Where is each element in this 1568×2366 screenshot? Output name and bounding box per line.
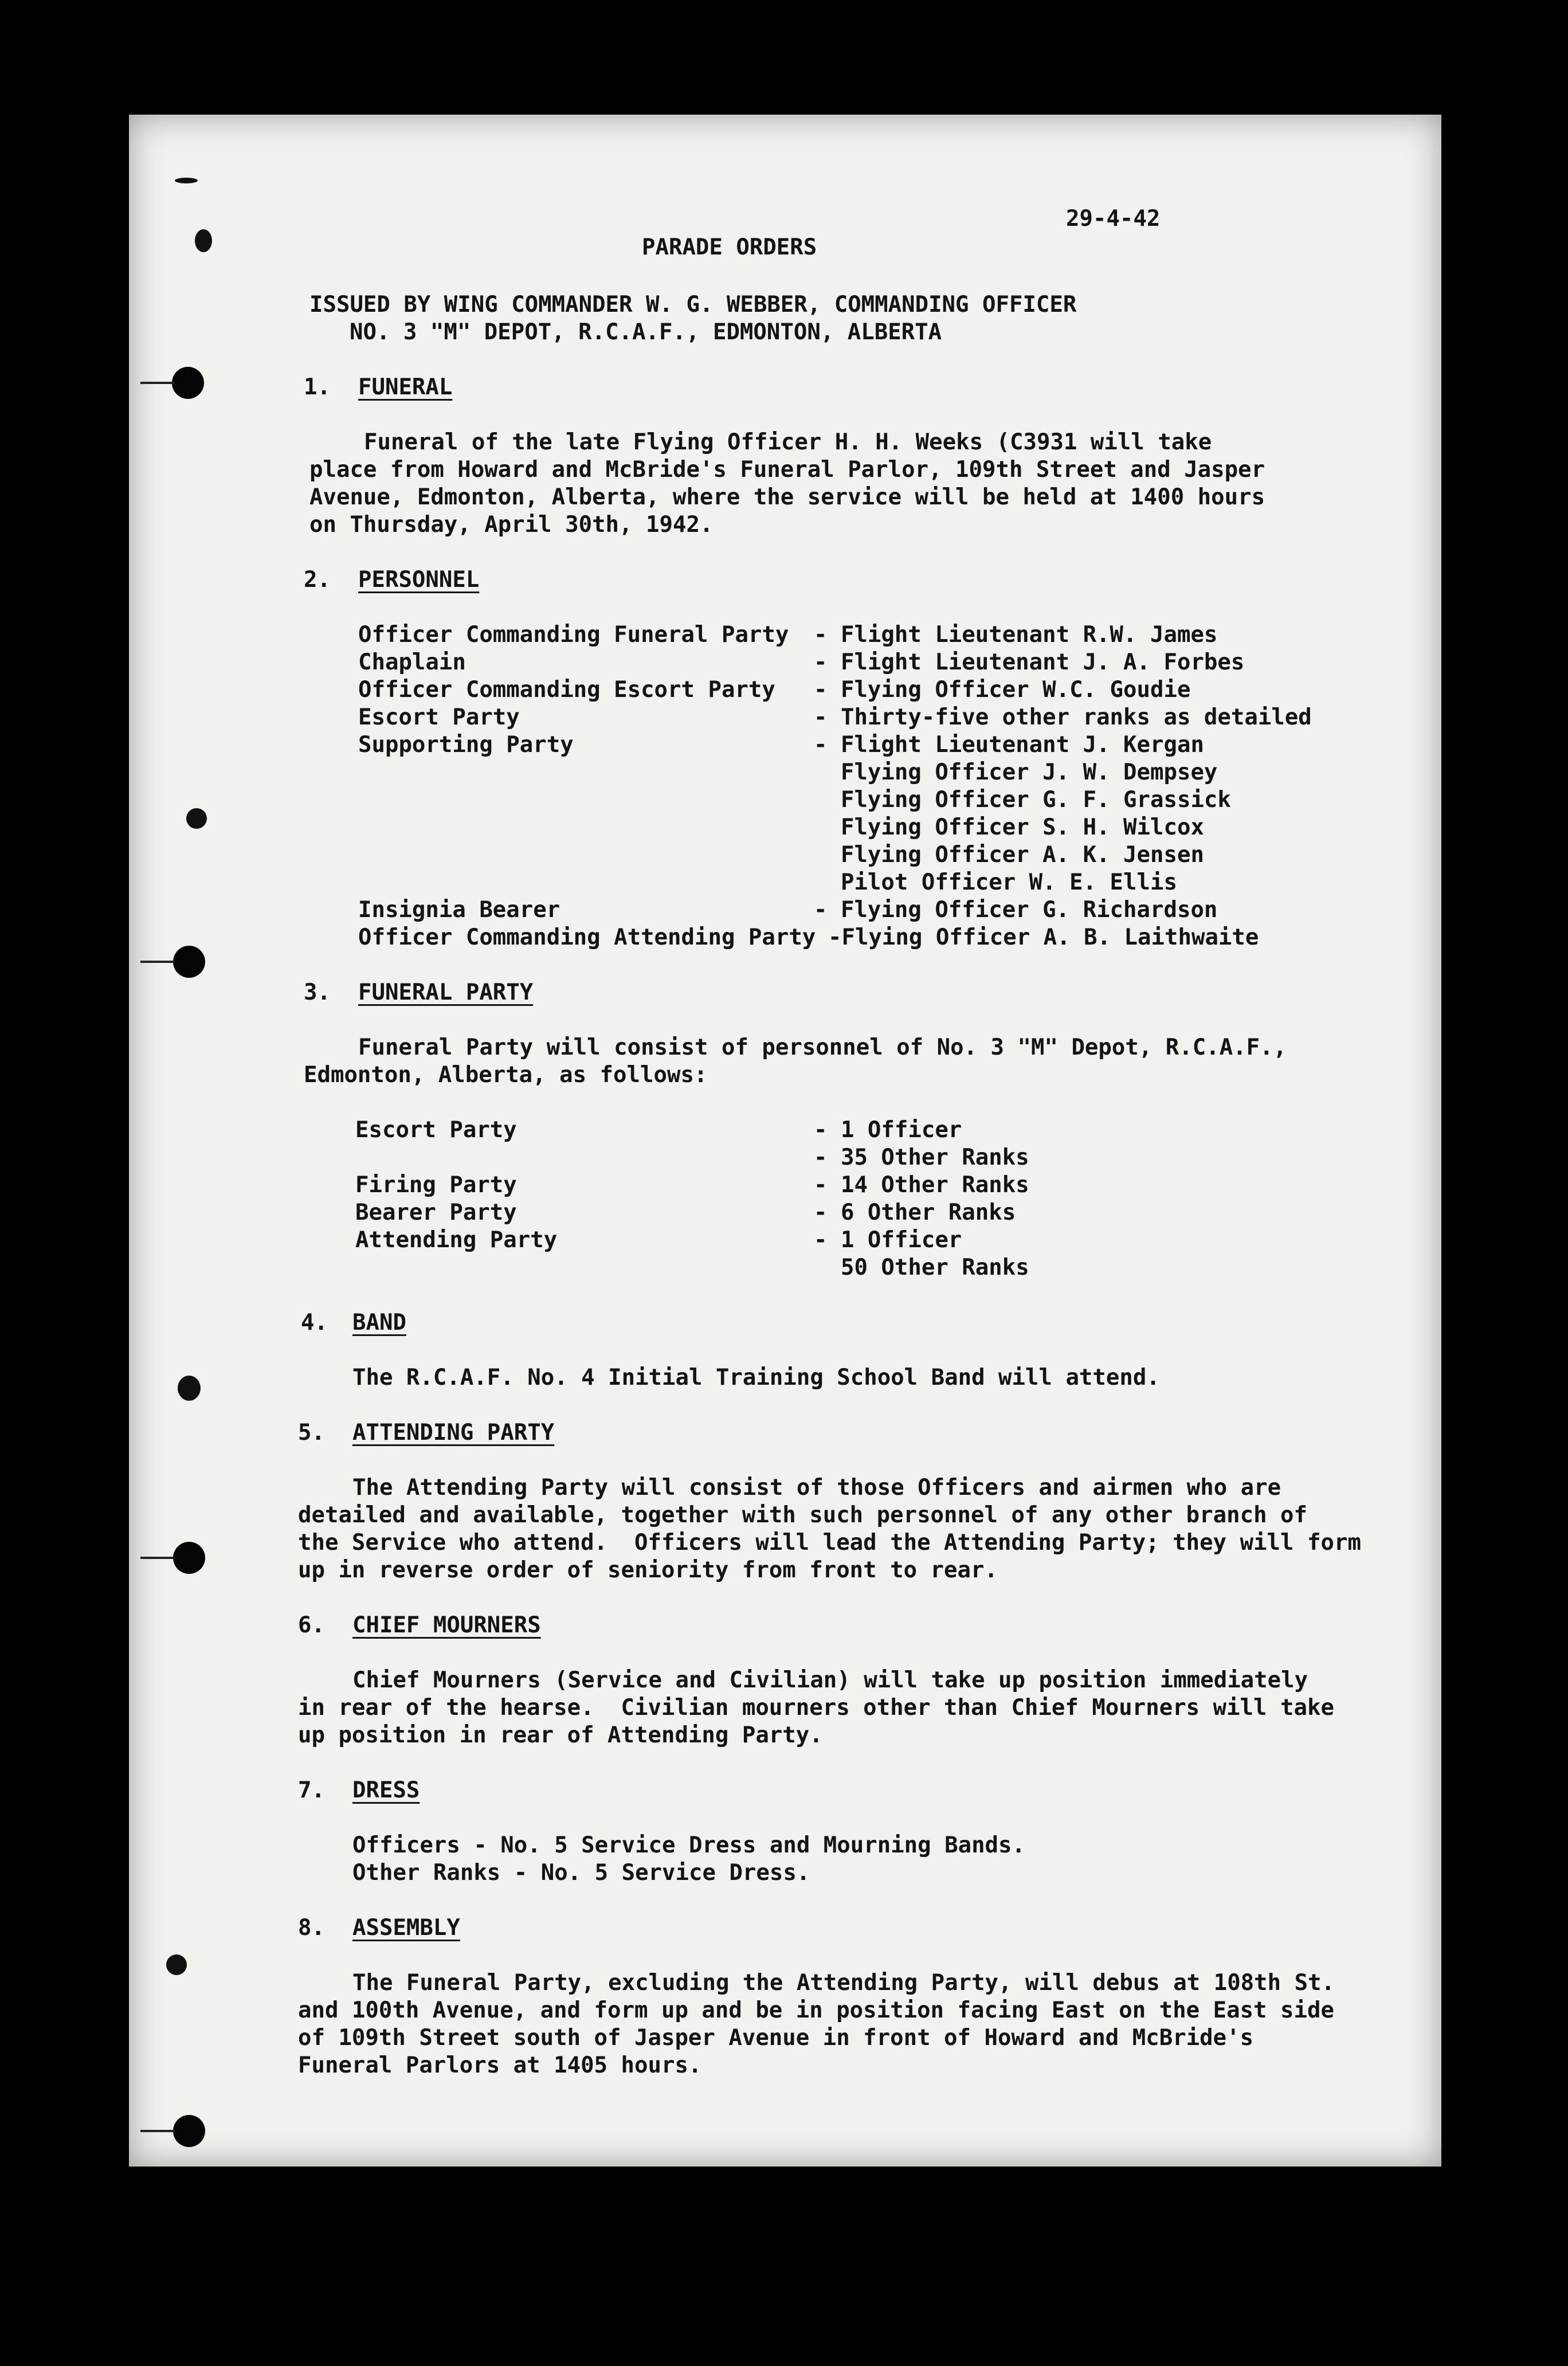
section-number: 3.: [304, 980, 331, 1005]
personnel-role: Officer Commanding Escort Party: [358, 677, 775, 703]
personnel-name: - Flight Lieutenant R.W. James: [814, 622, 1218, 648]
paragraph-line: The R.C.A.F. No. 4 Initial Training School Band will attend.: [352, 1365, 1160, 1390]
personnel-name: - Flying Officer W.C. Goudie: [814, 677, 1191, 703]
section-number: 7.: [298, 1777, 325, 1803]
paragraph-line: the Service who attend. Officers will lead the Attending Party; they will form: [298, 1530, 1361, 1556]
personnel-name: Flying Officer G. F. Grassick: [814, 787, 1231, 813]
party-strength: - 1 Officer: [814, 1227, 962, 1253]
paragraph-line: Officers - No. 5 Service Dress and Mourning Bands.: [352, 1832, 1025, 1858]
document-page: [129, 115, 1441, 2167]
personnel-name: Flying Officer A. K. Jensen: [814, 842, 1204, 868]
paragraph-line: in rear of the hearse. Civilian mourners other than Chief Mourners will take: [298, 1695, 1334, 1721]
paragraph-line: place from Howard and McBride's Funeral Parlor, 109th Street and Jasper: [309, 457, 1265, 483]
personnel-name: Flying Officer J. W. Dempsey: [814, 759, 1218, 785]
paragraph-line: Funeral Party will consist of personnel of No. 3 "M" Depot, R.C.A.F.,: [358, 1035, 1287, 1060]
paragraph-line: and 100th Avenue, and form up and be in position facing East on the East side: [298, 1997, 1334, 2023]
section-heading-assembly: ASSEMBLY: [352, 1915, 460, 1941]
personnel-name: - Flight Lieutenant J. A. Forbes: [814, 649, 1245, 675]
party-name: Attending Party: [355, 1227, 558, 1253]
section-heading-dress: DRESS: [352, 1777, 420, 1803]
paragraph-line: Other Ranks - No. 5 Service Dress.: [352, 1860, 810, 1886]
section-number: 1.: [304, 374, 331, 400]
section-number: 4.: [301, 1310, 328, 1335]
party-strength: 50 Other Ranks: [814, 1255, 1029, 1280]
personnel-name: Flying Officer S. H. Wilcox: [814, 814, 1204, 840]
paragraph-line: detailed and available, together with such personnel of any other branch of: [298, 1502, 1307, 1528]
personnel-name: - Flying Officer G. Richardson: [814, 897, 1218, 923]
paragraph-line: on Thursday, April 30th, 1942.: [309, 512, 714, 538]
section-heading-band: BAND: [352, 1310, 406, 1335]
party-name: Firing Party: [355, 1172, 517, 1198]
paragraph-line: Funeral of the late Flying Officer H. H. Weeks (C3931 will take: [364, 429, 1212, 455]
paragraph-line: The Attending Party will consist of those Officers and airmen who are: [352, 1475, 1281, 1501]
personnel-role: Escort Party: [358, 704, 520, 730]
paragraph-line: The Funeral Party, excluding the Attending Party, will debus at 108th St.: [352, 1970, 1335, 1996]
section-heading-personnel: PERSONNEL: [358, 567, 480, 593]
section-number: 6.: [298, 1612, 325, 1638]
section-heading-funeral: FUNERAL: [358, 374, 453, 400]
personnel-name: Pilot Officer W. E. Ellis: [814, 869, 1177, 895]
section-number: 2.: [304, 567, 331, 593]
issued-by-line-2: NO. 3 "M" DEPOT, R.C.A.F., EDMONTON, ALBERTA: [350, 319, 942, 345]
paragraph-line: Avenue, Edmonton, Alberta, where the service will be held at 1400 hours: [309, 484, 1265, 510]
personnel-name: -Flying Officer A. B. Laithwaite: [828, 925, 1259, 950]
personnel-name: - Thirty-five other ranks as detailed: [814, 704, 1312, 730]
party-strength: - 14 Other Ranks: [814, 1172, 1029, 1198]
party-name: Bearer Party: [355, 1200, 517, 1225]
party-strength: - 35 Other Ranks: [814, 1145, 1029, 1170]
personnel-name: - Flight Lieutenant J. Kergan: [814, 732, 1204, 758]
section-heading-chief-mourners: CHIEF MOURNERS: [352, 1612, 541, 1638]
document-title: PARADE ORDERS: [642, 234, 817, 260]
party-strength: - 6 Other Ranks: [814, 1200, 1016, 1225]
personnel-role: Chaplain: [358, 649, 466, 675]
section-number: 8.: [298, 1915, 325, 1941]
paragraph-line: up in reverse order of seniority from front to rear.: [298, 1557, 998, 1583]
section-heading-funeral-party: FUNERAL PARTY: [358, 980, 534, 1005]
party-strength: - 1 Officer: [814, 1117, 962, 1143]
issued-by-line-1: ISSUED BY WING COMMANDER W. G. WEBBER, COMMANDING OFFICER: [309, 292, 1077, 318]
paragraph-line: Edmonton, Alberta, as follows:: [304, 1062, 708, 1088]
personnel-role: Officer Commanding Funeral Party: [358, 622, 789, 648]
document-date: 29-4-42: [1066, 206, 1161, 232]
paragraph-line: Chief Mourners (Service and Civilian) will take up position immediately: [352, 1667, 1308, 1693]
personnel-role: Supporting Party: [358, 732, 574, 758]
personnel-role: Officer Commanding Attending Party: [358, 925, 816, 950]
section-heading-attending-party: ATTENDING PARTY: [352, 1420, 555, 1446]
paragraph-line: of 109th Street south of Jasper Avenue in front of Howard and McBride's: [298, 2025, 1254, 2051]
section-number: 5.: [298, 1420, 325, 1446]
personnel-role: Insignia Bearer: [358, 897, 560, 923]
paragraph-line: Funeral Parlors at 1405 hours.: [298, 2052, 702, 2078]
party-name: Escort Party: [355, 1117, 517, 1143]
paragraph-line: up position in rear of Attending Party.: [298, 1722, 823, 1748]
